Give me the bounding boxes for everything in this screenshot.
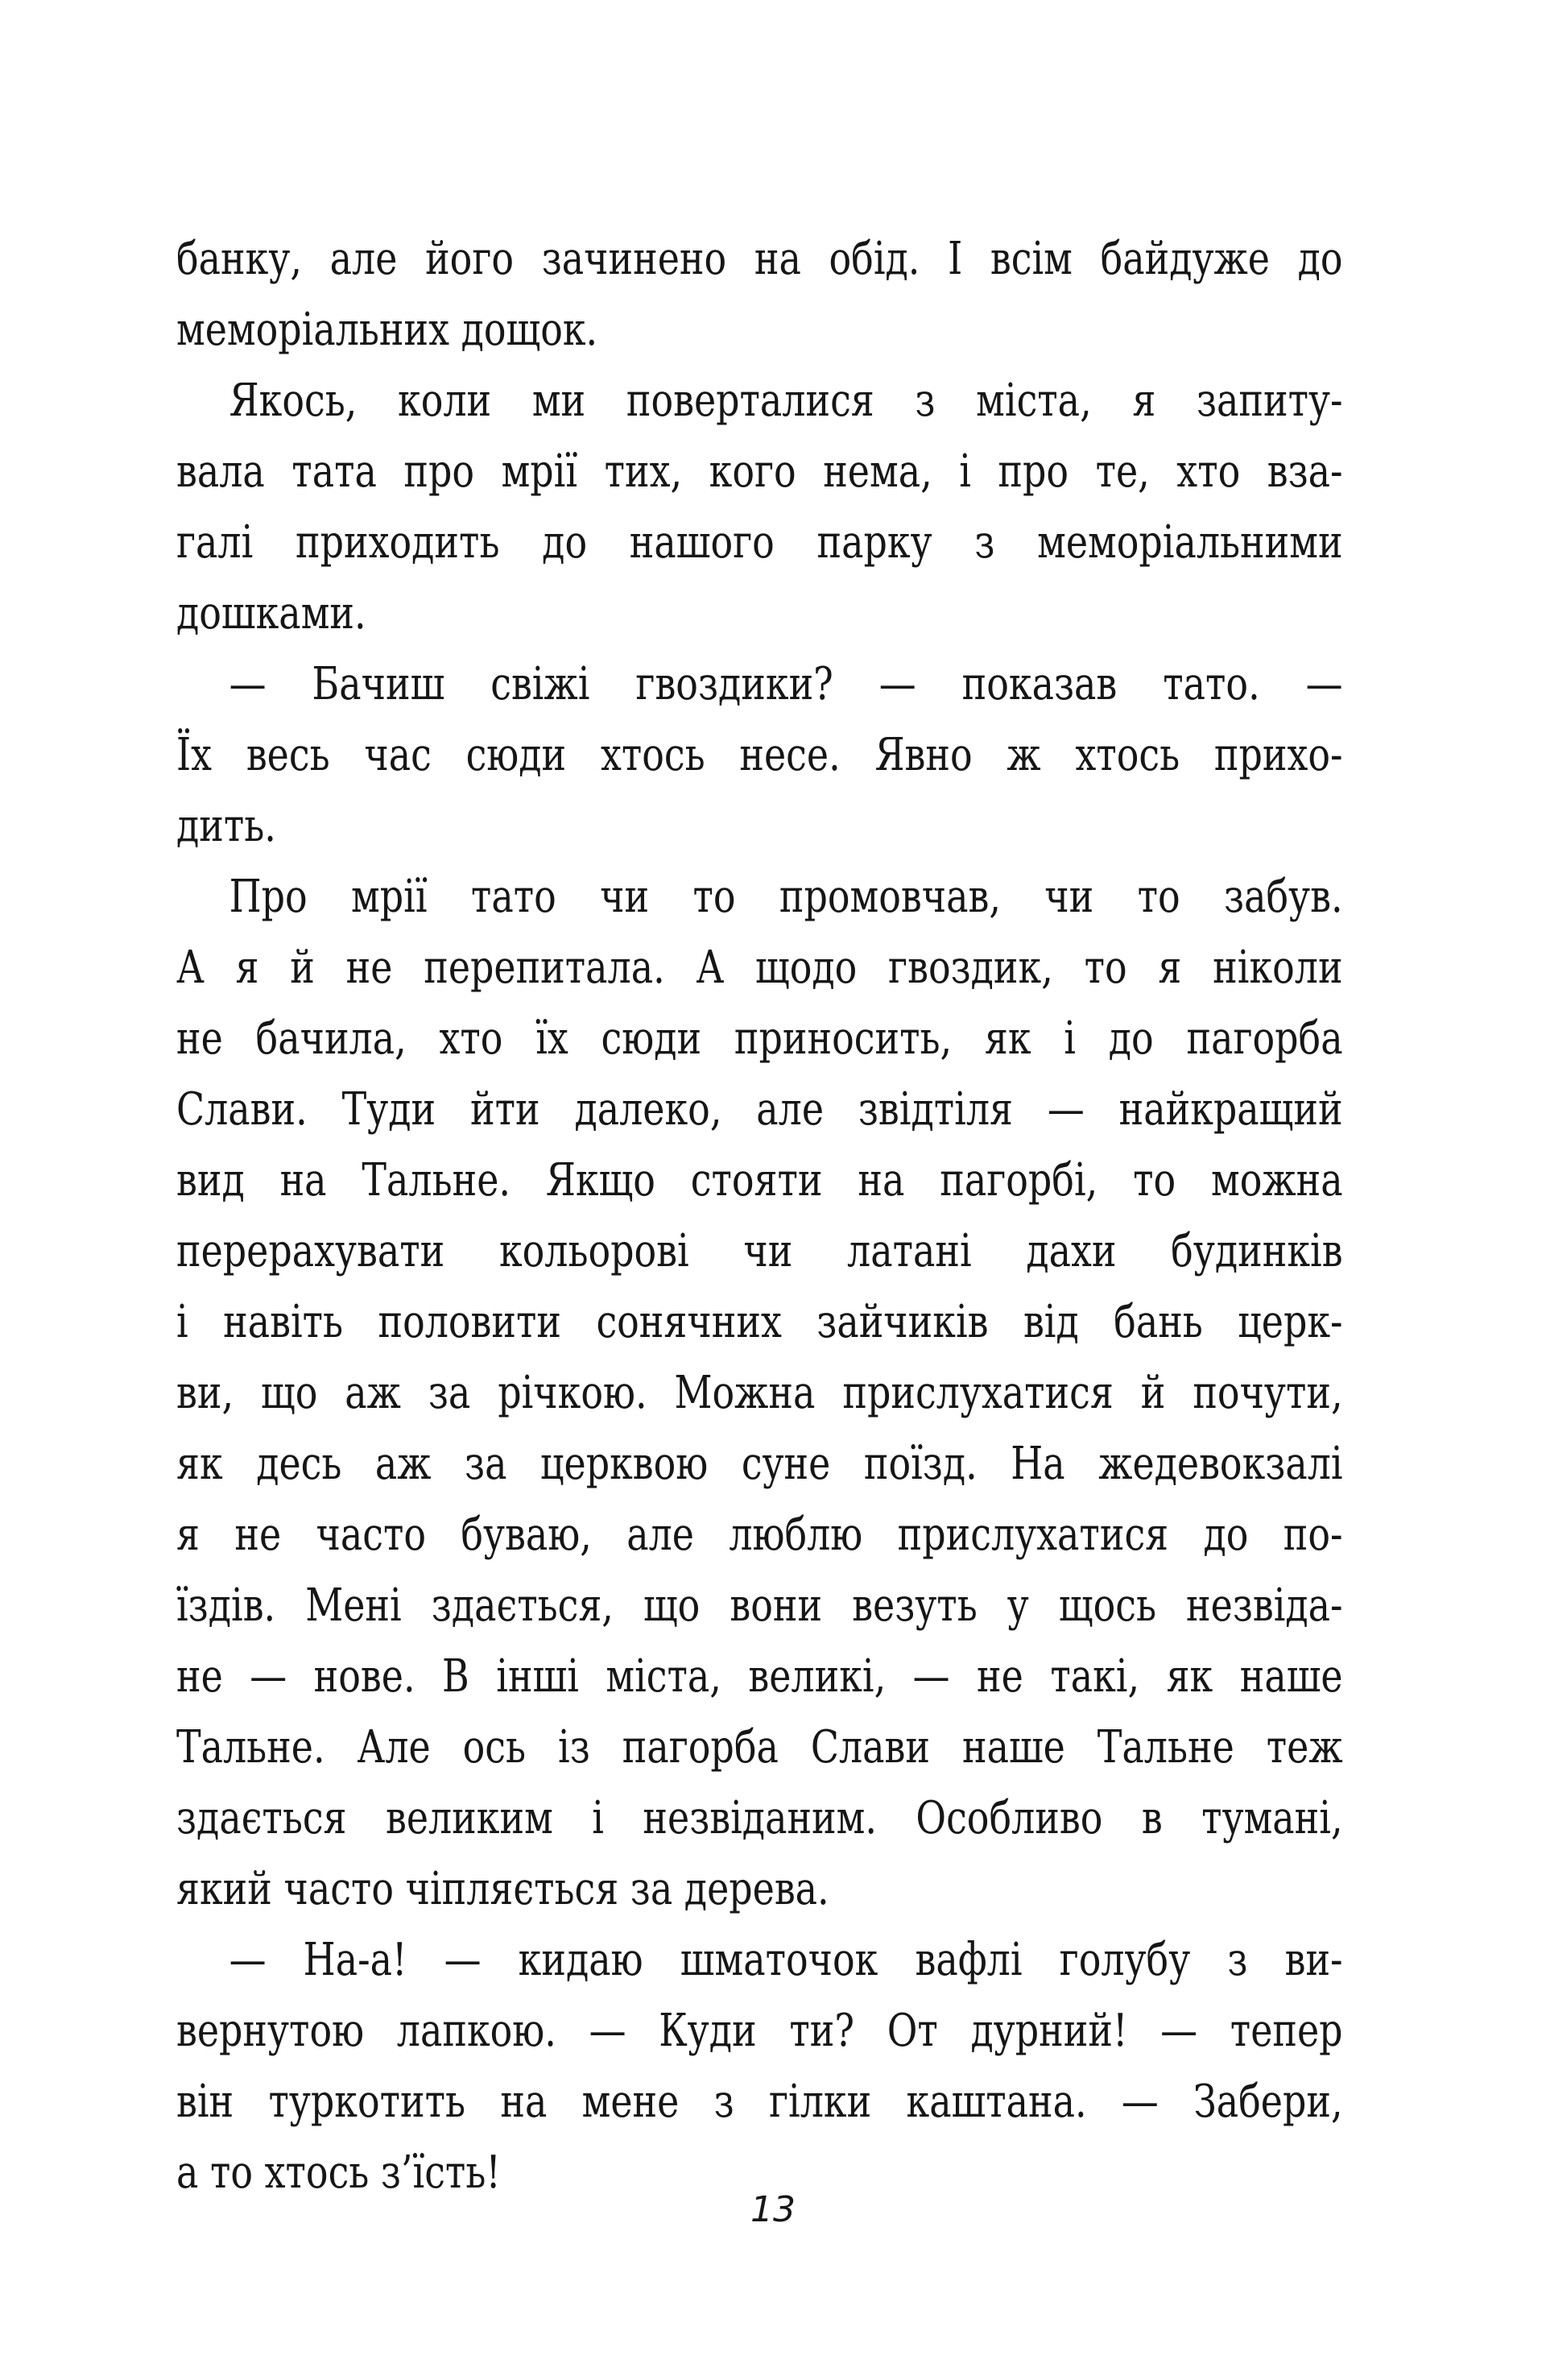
- text-line: Про мрії тато чи то промовчав, чи то забув.: [229, 871, 1343, 923]
- text-line: дить.: [176, 800, 276, 852]
- text-line: перерахувати кольорові чи латані дахи будинків: [176, 1225, 1343, 1277]
- text-line: який часто чіпляється за дерева.: [176, 1863, 829, 1915]
- text-line: не — нове. В інші міста, великі, — не такі, як наше: [176, 1650, 1343, 1703]
- text-line: Якось, коли ми поверталися з міста, я запиту-: [229, 375, 1343, 427]
- page-number: 13: [750, 2189, 796, 2230]
- text-line: Їх весь час сюди хтось несе. Явно ж хтось прихо-: [176, 729, 1343, 781]
- text-line: — На-а! — кидаю шматочок вафлі голубу з ви-: [229, 1934, 1343, 1986]
- text-line: їздів. Мені здається, що вони везуть у щось незвіда-: [176, 1579, 1343, 1632]
- text-line: ви, що аж за річкою. Можна прислухатися й почути,: [176, 1367, 1343, 1419]
- text-line: Тальне. Але ось із пагорба Слави наше Тальне теж: [176, 1721, 1343, 1774]
- text-line: Слави. Туди йти далеко, але звідтіля — найкращий: [176, 1083, 1343, 1136]
- text-line: вид на Тальне. Якщо стояти на пагорбі, то можна: [176, 1154, 1343, 1207]
- text-line: дошками.: [176, 587, 366, 639]
- text-line: здається великим і незвіданим. Особливо в тумані,: [176, 1792, 1343, 1844]
- text-line: і навіть половити сонячних зайчиків від бань церк-: [176, 1296, 1343, 1348]
- page-text-block: [176, 224, 1342, 2208]
- text-line: я не часто буваю, але люблю прислухатися до по-: [176, 1509, 1343, 1561]
- text-line: вала тата про мрії тих, кого нема, і про те, хто вза-: [176, 445, 1343, 498]
- text-line: як десь аж за церквою суне поїзд. На жедевокзалі: [176, 1438, 1343, 1490]
- text-line: а то хтось з’їсть!: [176, 2146, 501, 2199]
- text-line: банку, але його зачинено на обід. І всім байдуже до: [176, 233, 1343, 285]
- text-line: галі приходить до нашого парку з меморіальними: [176, 516, 1343, 569]
- text-line: він туркотить на мене з гілки каштана. — Забери,: [176, 2076, 1343, 2128]
- text-line: А я й не перепитала. А щодо гвоздик, то я ніколи: [176, 942, 1343, 994]
- text-line: — Бачиш свіжі гвоздики? — показав тато. —: [229, 658, 1343, 710]
- text-line: вернутою лапкою. — Куди ти? От дурний! — тепер: [176, 2005, 1343, 2057]
- text-line: меморіальних дощок.: [176, 304, 598, 356]
- text-line: не бачила, хто їх сюди приносить, як і до пагорба: [176, 1012, 1343, 1065]
